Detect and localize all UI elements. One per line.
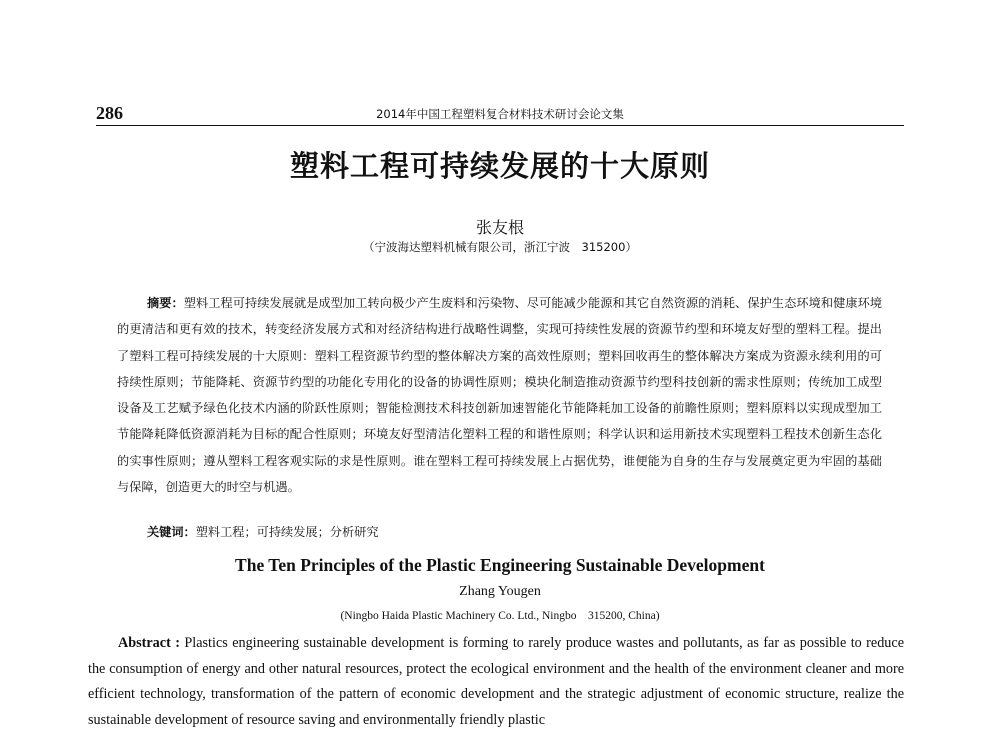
page-header <box>96 103 904 127</box>
abstract-english <box>88 631 904 733</box>
abstract-english-label: Abstract : <box>118 635 180 651</box>
header-rule <box>96 125 904 126</box>
keywords-chinese-text: 塑料工程；可持续发展；分析研究 <box>195 525 379 539</box>
abstract-chinese <box>117 290 882 500</box>
abstract-chinese-label: 摘要： <box>147 296 184 310</box>
author-chinese: 张友根 <box>475 218 524 237</box>
title-english: The Ten Principles of the Plastic Engineering Sustainable Development <box>235 555 765 575</box>
affiliation-english: (Ningbo Haida Plastic Machinery Co. Ltd., Ningbo 315200, China) <box>340 610 660 622</box>
page-number: 286 <box>96 103 123 123</box>
keywords-chinese <box>147 523 882 540</box>
affiliation-chinese: （宁波海达塑料机械有限公司，浙江宁波 315200） <box>363 240 637 254</box>
title-chinese: 塑料工程可持续发展的十大原则 <box>289 149 710 183</box>
abstract-chinese-text: 塑料工程可持续发展就是成型加工转向极少产生废料和污染物、尽可能减少能源和其它自然资源的消耗、保护生态环境和健康环境的更清洁和更有效的技术，转变经济发展方式和对经济结构进行战略性调整，实现可持续性发展的资源节约型和环境友好型的塑料工程。提出了塑料工程可持续发展的十大原则：塑料工程资源节约型的整体解决方案的高效性原则；塑料回收再生的整体解决方案成为资源永续利用的可持续性原则；节能降耗、资源节约型的功能化专用化的设备的协调性原则；模块化制造推动资源节约型科技创新的需求性原则；传统加工成型设备及工艺赋予绿色化技术内涵的阶跃性原则；智能检测技术科技创新加速智能化节能降耗加工设备的前瞻性原则；塑料原料以实现成型加工节能降耗降低资源消耗为目标的配合性原则；环境友好型清洁化塑料工程的和谐性原则；科学认识和运用新技术实现塑料工程技术创新生态化的实事性原则；遵从塑料工程客观实际的求是性原则。谁在塑料工程可持续发展上占据优势，谁便能为自身的生存与发展奠定更为牢固的基础与保障，创造更大的时空与机遇。 <box>117 296 883 495</box>
running-head: 2014年中国工程塑料复合材料技术研讨会论文集 <box>376 107 624 121</box>
keywords-chinese-label: 关键词： <box>147 525 196 539</box>
author-english: Zhang Yougen <box>459 584 541 599</box>
abstract-english-text: Plastics engineering sustainable development is forming to rarely produce wastes and pollutants, as far as possible to reduce the consumption of energy and other natural resources, protect the ecological environment and the health of the environment cleaner and more efficient technology, transformation of the pattern of economic development and the strategic adjustment of economic structure, realize the sustainable development of resource saving and environmentally friendly plastic <box>88 635 904 728</box>
